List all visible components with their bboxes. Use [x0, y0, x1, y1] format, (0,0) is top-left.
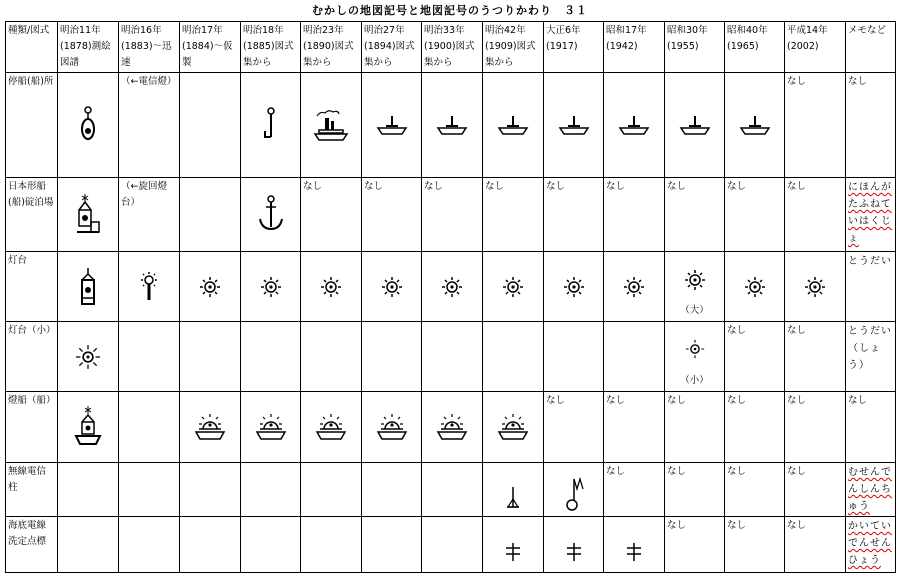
- table-header-row: [6, 22, 896, 73]
- lighthouse-icon: [743, 275, 767, 299]
- header-col: 大正6年(1917): [544, 22, 604, 73]
- lighthouse-icon: [198, 275, 222, 299]
- table-row: [6, 178, 896, 252]
- symbol-cell: [180, 252, 241, 322]
- pier-symbol-icon: [617, 114, 651, 136]
- anchor-icon: [256, 195, 286, 235]
- lighthouse-icon: [683, 268, 707, 292]
- none-cell: なし: [725, 517, 785, 573]
- table-row: [6, 322, 896, 392]
- header-col: 明治11年(1878)測絵図譜: [58, 22, 119, 73]
- row-name: 灯台: [6, 252, 58, 322]
- lightship-icon: [435, 412, 469, 442]
- lighthouse-icon: [803, 275, 827, 299]
- row-name: 燈船（船）: [6, 392, 58, 463]
- lighthouse-icon: [319, 275, 343, 299]
- lightship-icon: [314, 412, 348, 442]
- symbol-cell: [241, 252, 301, 322]
- header-col: 昭和40年(1965): [725, 22, 785, 73]
- none-cell: なし: [846, 392, 896, 463]
- lighthouse-tower-symbol-icon: [78, 266, 98, 308]
- symbol-cell: [544, 463, 604, 517]
- none-cell: なし: [544, 392, 604, 463]
- header-col: 明治17年(1884)～仮製: [180, 22, 241, 73]
- pier-symbol-icon: [435, 114, 469, 136]
- symbol-cell: [301, 392, 362, 463]
- none-cell: なし: [725, 178, 785, 252]
- symbol-cell: [725, 73, 785, 178]
- header-col: 明治18年(1885)図式集から: [241, 22, 301, 73]
- symbol-cell: [483, 73, 544, 178]
- pier-symbol-icon: [375, 114, 409, 136]
- row-name: 日本形船(船)碇泊場: [6, 178, 58, 252]
- none-cell: なし: [604, 178, 665, 252]
- symbol-cell: [483, 517, 544, 573]
- symbol-cell: [241, 392, 301, 463]
- symbol-cell: [665, 73, 725, 178]
- lighthouse-icon: [440, 275, 464, 299]
- symbol-cell: [362, 392, 422, 463]
- symbol-cell: [180, 392, 241, 463]
- none-cell: なし: [725, 463, 785, 517]
- lightship-icon: [193, 412, 227, 442]
- none-cell: なし: [665, 517, 725, 573]
- lightship-icon: [254, 412, 288, 442]
- none-cell: なし: [665, 463, 725, 517]
- lightship-icon: [496, 412, 530, 442]
- table-row: [6, 517, 896, 573]
- small-lighthouse-icon: [75, 344, 101, 370]
- none-cell: なし: [725, 322, 785, 392]
- none-cell: なし: [422, 178, 483, 252]
- row-name: 海底電線洗定点標: [6, 517, 58, 573]
- header-memo: メモなど: [846, 22, 896, 73]
- memo-cell: むせんでんしんちゅう: [846, 463, 896, 517]
- none-cell: なし: [544, 178, 604, 252]
- none-cell: なし: [846, 73, 896, 178]
- size-note: （大）: [680, 305, 709, 316]
- size-note: （小）: [680, 375, 709, 386]
- small-lighthouse-icon: [684, 338, 706, 360]
- symbol-cell: [58, 73, 119, 178]
- none-cell: なし: [362, 178, 422, 252]
- symbol-table: [5, 21, 896, 573]
- none-cell: なし: [725, 392, 785, 463]
- table-row: [6, 463, 896, 517]
- hook-symbol-icon: [261, 107, 281, 143]
- symbol-cell: [362, 73, 422, 178]
- memo-cell: にほんがたふねていはくじょ: [846, 178, 896, 252]
- memo-cell: とうだい: [846, 252, 896, 322]
- symbol-cell: [544, 252, 604, 322]
- symbol-cell: [422, 392, 483, 463]
- header-col: 明治42年(1909)図式集から: [483, 22, 544, 73]
- anchor-ring-symbol-icon: [78, 105, 98, 145]
- none-cell: なし: [483, 178, 544, 252]
- header-col: 明治23年(1890)図式集から: [301, 22, 362, 73]
- lighthouse-post-symbol-icon: [137, 270, 161, 304]
- steamship-symbol-icon: [311, 108, 351, 142]
- symbol-cell: [119, 252, 180, 322]
- symbol-cell: [544, 517, 604, 573]
- cable-marker-icon: [624, 541, 644, 563]
- table-row: [6, 392, 896, 463]
- none-cell: なし: [785, 178, 846, 252]
- none-cell: なし: [665, 178, 725, 252]
- symbol-cell: [665, 252, 725, 322]
- none-cell: なし: [785, 463, 846, 517]
- note-cell: （←旋回燈台）: [119, 178, 180, 252]
- symbol-cell: [58, 178, 119, 252]
- none-cell: なし: [785, 517, 846, 573]
- radio-tower-icon: [560, 477, 588, 513]
- pier-symbol-icon: [496, 114, 530, 136]
- symbol-cell: [483, 392, 544, 463]
- symbol-cell: [604, 252, 665, 322]
- none-cell: なし: [604, 392, 665, 463]
- symbol-cell: [604, 73, 665, 178]
- memo-cell: とうだい（しょう）: [846, 322, 896, 392]
- symbol-cell: [301, 252, 362, 322]
- moored-house-symbol-icon: [73, 192, 103, 238]
- pier-symbol-icon: [678, 114, 712, 136]
- header-col: 明治27年(1894)図式集から: [362, 22, 422, 73]
- table-row: [6, 252, 896, 322]
- row-name: 無線電信柱: [6, 463, 58, 517]
- symbol-cell: [483, 463, 544, 517]
- row-name: 停船(船)所: [6, 73, 58, 178]
- header-col: 昭和30年(1955): [665, 22, 725, 73]
- row-name: 灯台（小）: [6, 322, 58, 392]
- symbol-cell: [604, 517, 665, 573]
- lightship-icon: [375, 412, 409, 442]
- none-cell: なし: [301, 178, 362, 252]
- header-col: 平成14年(2002): [785, 22, 846, 73]
- lightship-tower-symbol-icon: [73, 404, 103, 450]
- symbol-cell: [241, 178, 301, 252]
- lighthouse-icon: [259, 275, 283, 299]
- header-col: 昭和17年(1942): [604, 22, 665, 73]
- lighthouse-icon: [501, 275, 525, 299]
- lighthouse-icon: [562, 275, 586, 299]
- symbol-cell: [362, 252, 422, 322]
- none-cell: なし: [785, 73, 846, 178]
- cable-marker-icon: [503, 541, 523, 563]
- lighthouse-icon: [622, 275, 646, 299]
- symbol-cell: [665, 322, 725, 392]
- page-title: むかしの地図記号と地図記号のうつりかわり ３１: [312, 4, 588, 17]
- cable-marker-icon: [564, 541, 584, 563]
- none-cell: なし: [665, 392, 725, 463]
- symbol-cell: [725, 252, 785, 322]
- symbol-cell: [544, 73, 604, 178]
- none-cell: なし: [785, 392, 846, 463]
- symbol-cell: [422, 73, 483, 178]
- header-col: 明治33年(1900)図式集から: [422, 22, 483, 73]
- pier-symbol-icon: [557, 114, 591, 136]
- symbol-cell: [785, 252, 846, 322]
- symbol-cell: [422, 252, 483, 322]
- radio-mast-icon: [505, 485, 521, 511]
- lighthouse-icon: [380, 275, 404, 299]
- table-row: [6, 73, 896, 178]
- none-cell: なし: [785, 322, 846, 392]
- note-cell: （←電信燈）: [119, 73, 180, 178]
- symbol-cell: [483, 252, 544, 322]
- symbol-cell: [58, 322, 119, 392]
- pier-symbol-icon: [738, 114, 772, 136]
- symbol-cell: [58, 252, 119, 322]
- header-col: 明治16年(1883)～迅速: [119, 22, 180, 73]
- symbol-cell: [301, 73, 362, 178]
- header-kind: 種類/図式: [6, 22, 58, 73]
- symbol-cell: [58, 392, 119, 463]
- none-cell: なし: [604, 463, 665, 517]
- symbol-cell: [241, 73, 301, 178]
- memo-cell: かいていでんせんひょう: [846, 517, 896, 573]
